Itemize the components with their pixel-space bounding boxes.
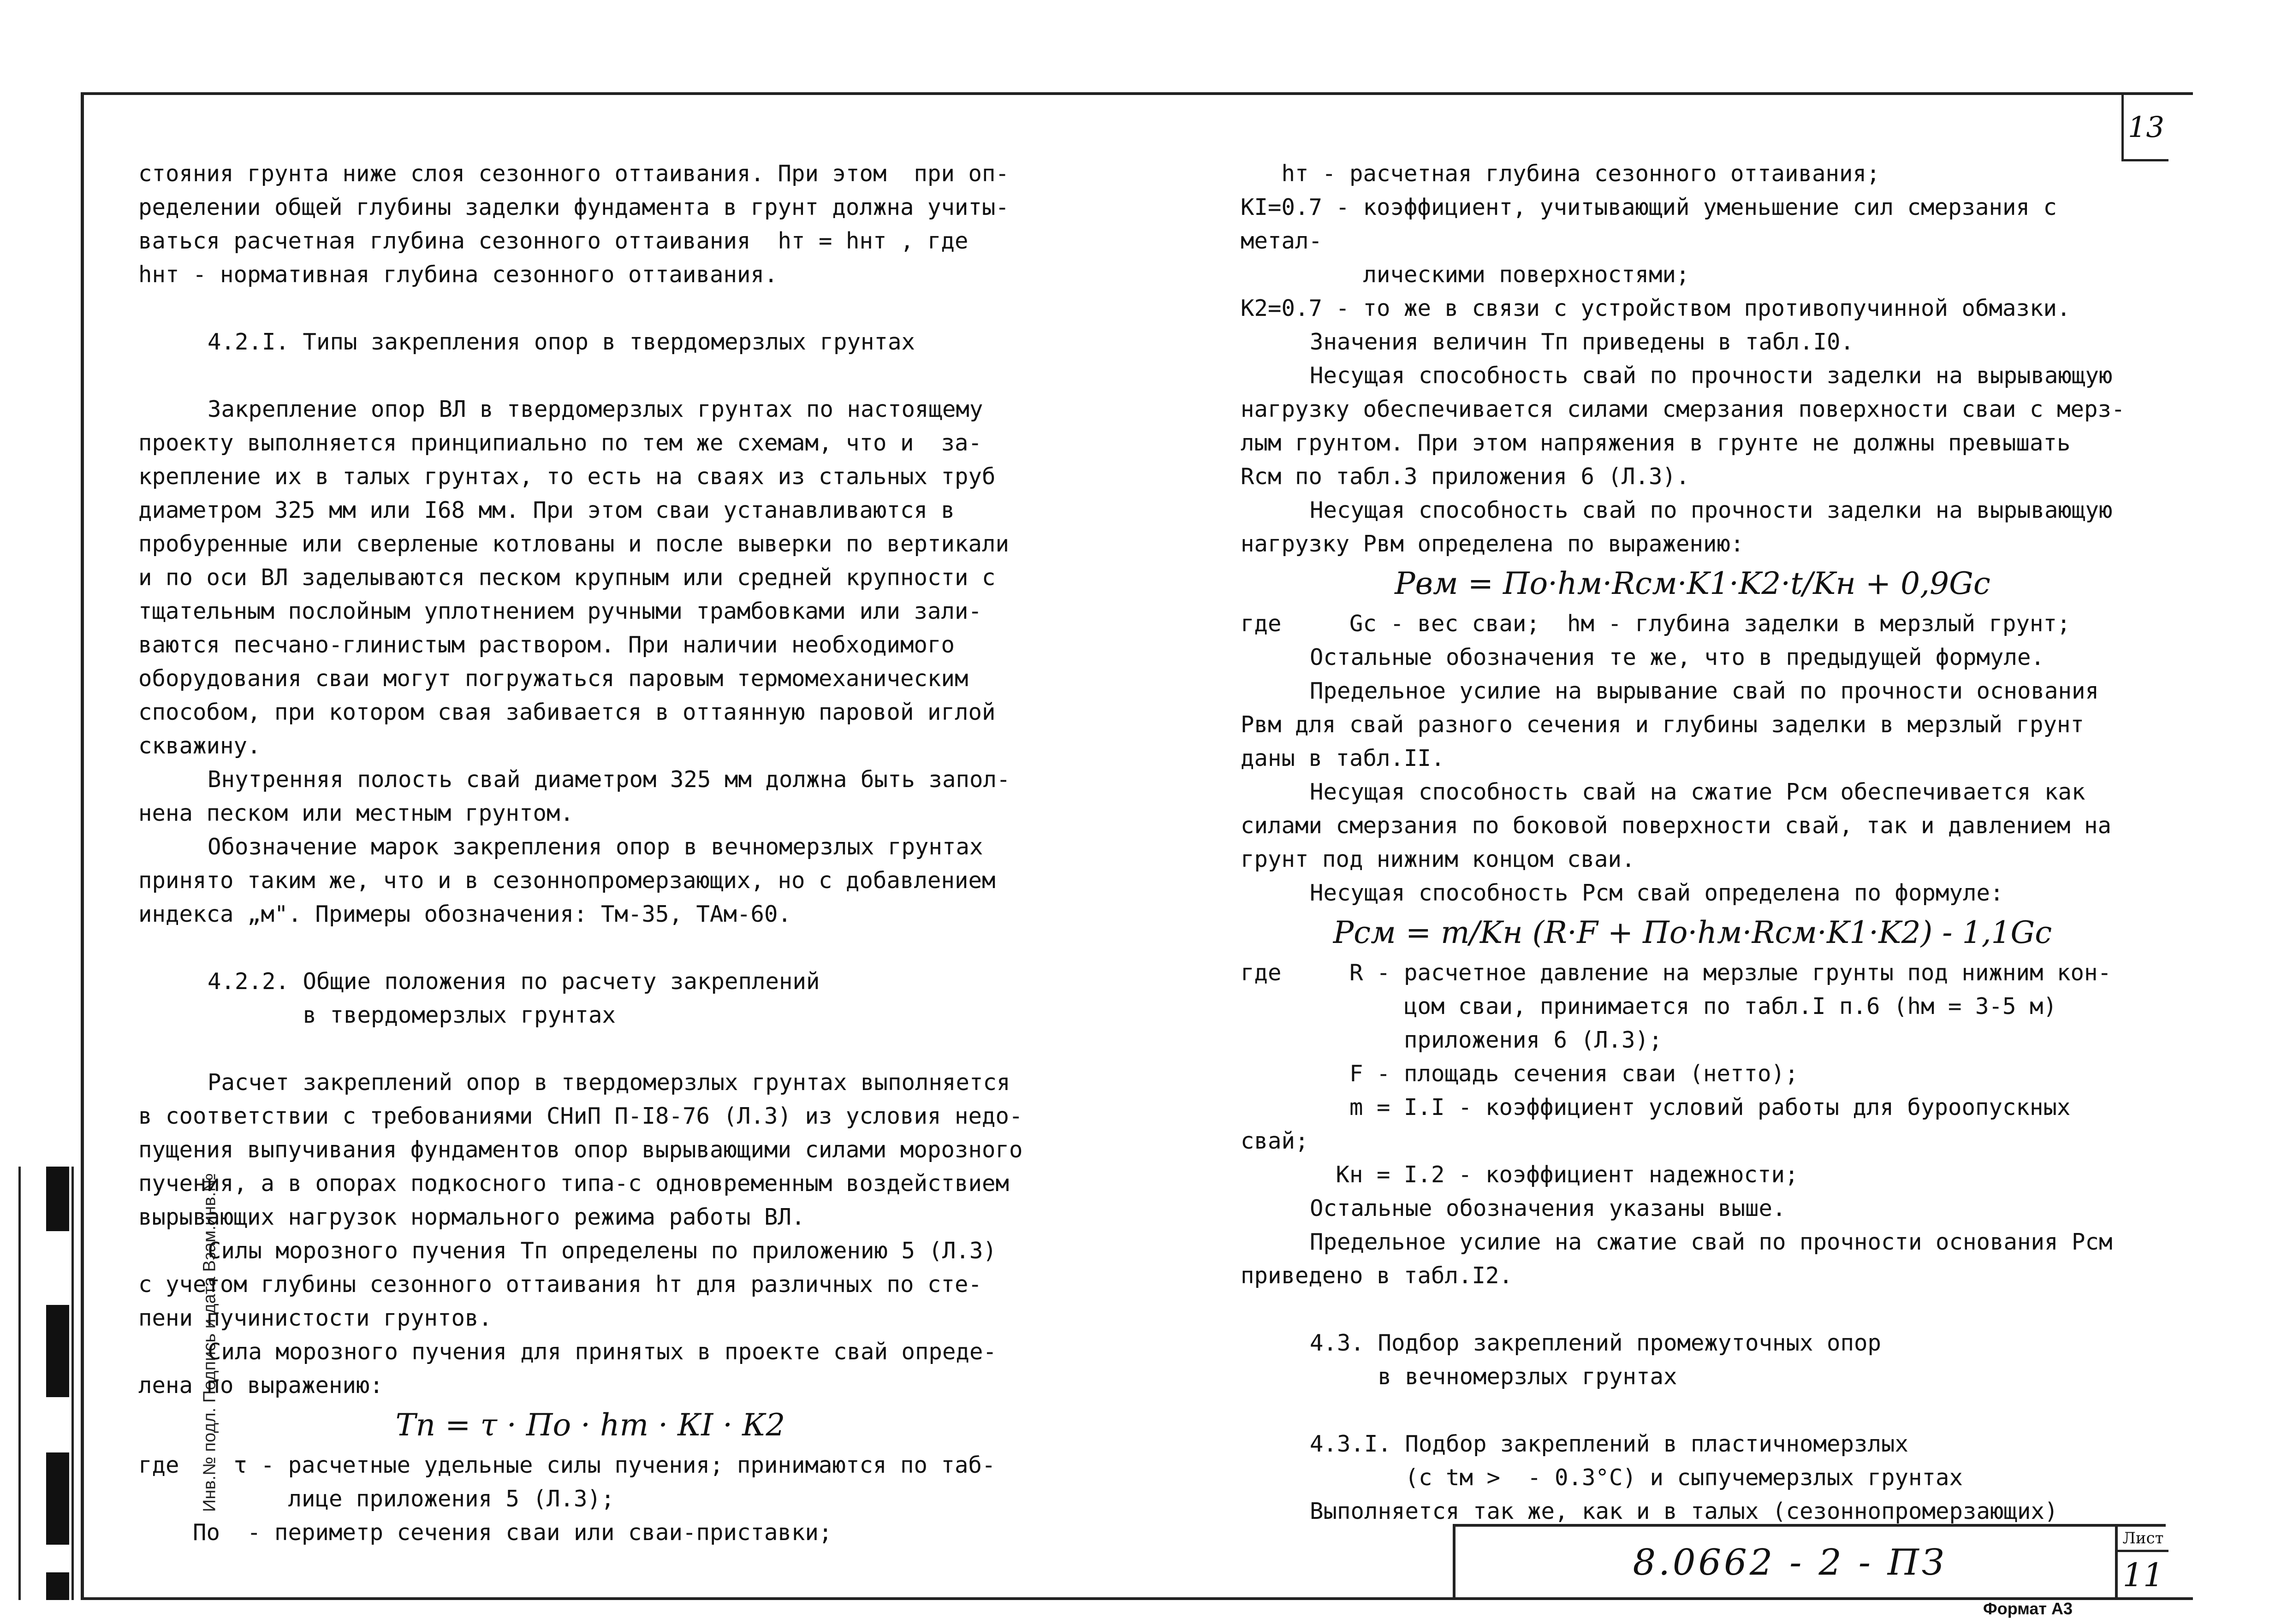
text-line: Внутренняя полость свай диаметром 325 мм должна быть запол- (208, 766, 1010, 793)
stamp-mark (46, 1452, 69, 1545)
text-line: цом сваи, принимается по табл.I п.6 (hм = 3-5 м) (1241, 993, 2057, 1019)
text-line: где R - расчетное давление на мерзлые грунты под нижним кон- (1241, 960, 2112, 986)
text-line: где Gc - вес сваи; hм - глубина заделки в мерзлый грунт; (1241, 610, 2071, 637)
text-line: Остальные обозначения те же, что в предыдущей формуле. (1310, 644, 2045, 670)
text-line: приложения 6 (Л.3); (1241, 1027, 1663, 1053)
sheet-cell (2115, 1527, 2168, 1598)
text-line: пени пучинистости грунтов. (138, 1305, 493, 1331)
text-line: Несущая способность свай по прочности заделки на вырывающую (1310, 362, 2113, 389)
text-line: принято таким же, что и в сезоннопромерзающих, но с добавлением (138, 867, 996, 894)
sheet-label: Лист (2118, 1527, 2168, 1552)
text-line: Rсм по табл.3 приложения 6 (Л.3). (1241, 463, 1690, 490)
text-line: стояния грунта ниже слоя сезонного оттаивания. При этом при оп- (138, 160, 1010, 187)
text-line: ределении общей глубины заделки фундамента в грунт должна учиты- (138, 194, 1010, 220)
text-line: и по оси ВЛ заделываются песком крупным или средней крупности с (138, 564, 996, 591)
text-line: тщательным послойным уплотнением ручными трамбовками или зали- (138, 598, 982, 624)
page-number-box (2121, 95, 2168, 161)
text-line: способом, при котором свая забивается в оттаянную паровой иглой (138, 699, 996, 725)
text-line: оборудования сваи могут погружаться паровым термомеханическим (138, 665, 968, 692)
text-line: силами смерзания по боковой поверхности свай, так и давлением на (1241, 812, 2112, 839)
section-heading: (с tм > - 0.3°С) и сыпучемерзлых грунтах (1310, 1464, 1963, 1491)
text-line: пробуренные или сверленые котлованы и после выверки по вертикали (138, 531, 1010, 557)
text-line: крепление их в талых грунтах, то есть на сваях из стальных труб (138, 463, 996, 490)
text-line: в соответствии с требованиями СНиП П-I8-76 (Л.3) из условия недо- (138, 1103, 1023, 1129)
text-line: лена по выражению: (138, 1372, 384, 1399)
section-heading: 4.2.I. Типы закрепления опор в твердомерзлых грунтах (208, 329, 915, 355)
text-line: диаметром 325 мм или I68 мм. При этом сваи устанавливаются в (138, 497, 955, 523)
text-line: с учетом глубины сезонного оттаивания hт для различных по сте- (138, 1271, 982, 1298)
text-line: Сила морозного пучения для принятых в проекте свай опреде- (208, 1339, 997, 1365)
text-line: Несущая способность свай на сжатие Рсм обеспечивается как (1310, 779, 2085, 805)
section-heading: в вечномерзлых грунтах (1310, 1363, 1677, 1390)
stamp-mark (46, 1167, 69, 1231)
text-line: Обозначение марок закрепления опор в вечномерзлых грунтах (208, 834, 983, 860)
text-line: F - площадь сечения сваи (нетто); (1241, 1061, 1799, 1087)
page-number: 13 (2128, 110, 2164, 144)
text-line: Рвм для свай разного сечения и глубины заделки в мерзлый грунт (1241, 711, 2085, 738)
text-line: ваться расчетная глубина сезонного оттаивания hт = hнт , где (138, 228, 968, 254)
text-line: пущения выпучивания фундаментов опор вырывающими силами морозного (138, 1137, 1023, 1163)
text-line: приведено в табл.I2. (1241, 1262, 1513, 1289)
text-line: Несущая способность свай по прочности заделки на вырывающую (1310, 497, 2113, 523)
formula-pullout: Pвм = По·hм·Rсм·K1·K2·t/Kн + 0,9Gc (1395, 566, 1990, 601)
text-line: проекту выполняется принципиально по тем же схемам, что и за- (138, 430, 982, 456)
text-line: грунт под нижним концом сваи. (1241, 846, 1635, 872)
left-column (138, 157, 1042, 1549)
text-line: Значения величин Тп приведены в табл.I0. (1310, 329, 1854, 355)
text-line: m = I.I - коэффициент условий работы для буроопускных свай; (1241, 1094, 2085, 1154)
text-line: нена песком или местным грунтом. (138, 800, 574, 826)
text-line: К2=0.7 - то же в связи с устройством противопучинной обмазки. (1241, 295, 2071, 321)
text-line: Несущая способность Рсм свай определена по формуле: (1310, 880, 2004, 906)
text-line: hт - расчетная глубина сезонного оттаивания; (1241, 160, 1880, 187)
text-line: Кн = I.2 - коэффициент надежности; (1241, 1162, 1799, 1188)
text-line: Закрепление опор ВЛ в твердомерзлых грунтах по настоящему (208, 396, 983, 422)
document-code: 8.0662 - 2 - ПЗ (1633, 1541, 1947, 1583)
text-line: Выполняется так же, как и в талых (сезоннопромерзающих) (1310, 1498, 2058, 1524)
text-line: По - периметр сечения сваи или сваи-приставки; (138, 1519, 832, 1546)
side-stamp (18, 1167, 220, 1600)
text-line: лым грунтом. При этом напряжения в грунте не должны превышать (1241, 430, 2071, 456)
text-line: Предельное усилие на вырывание свай по прочности основания (1310, 678, 2099, 704)
text-line: где τ - расчетные удельные силы пучения; принимаются по таб- (138, 1452, 996, 1478)
text-line: hнт - нормативная глубина сезонного оттаивания. (138, 261, 778, 288)
section-heading: 4.3. Подбор закреплений промежуточных опор (1310, 1330, 1882, 1356)
text-line: нагрузку обеспечивается силами смерзания поверхности сваи с мерз- (1241, 396, 2125, 422)
text-line: пучения, а в опорах подкосного типа-с одновременным воздействием (138, 1170, 1010, 1197)
text-line: Расчет закреплений опор в твердомерзлых грунтах выполняется (208, 1069, 1010, 1096)
text-line: лице приложения 5 (Л.3); (138, 1486, 615, 1512)
formula-compression: Pсм = m/Kн (R·F + По·hм·Rсм·K1·K2) - 1,1Gc (1333, 915, 2052, 950)
text-line: Предельное усилие на сжатие свай по прочности основания Рсм (1310, 1229, 2113, 1255)
section-heading: 4.2.2. Общие положения по расчету закреплений (208, 968, 820, 995)
stamp-mark (46, 1305, 69, 1397)
section-heading: в твердомерзлых грунтах (208, 1002, 616, 1028)
stamp-mark (46, 1572, 69, 1600)
text-line: вырывающих нагрузок нормального режима работы ВЛ. (138, 1204, 805, 1230)
text-line: скважину. (138, 733, 261, 759)
text-line: лическими поверхностями; (1241, 261, 1690, 288)
stamp-text: Инв.№ подл. Подпись и дата Взам.инв.№ (200, 1173, 220, 1512)
formula-frost-heave: Тп = τ · По · hт · КI · К2 (395, 1407, 785, 1443)
text-line: нагрузку Рвм определена по выражению: (1241, 531, 1744, 557)
right-column (1241, 157, 2144, 1528)
title-block (1453, 1524, 2166, 1598)
text-line: Силы морозного пучения Тп определены по приложению 5 (Л.3) (208, 1238, 997, 1264)
text-line: КI=0.7 - коэффициент, учитывающий уменьшение сил смерзания с метал- (1241, 194, 2071, 254)
text-line: даны в табл.II. (1241, 745, 1445, 771)
section-heading: 4.3.I. Подбор закреплений в пластичномерзлых (1310, 1431, 1909, 1457)
format-label: Формат А3 (1983, 1599, 2073, 1618)
text-line: индекса „м". Примеры обозначения: Тм-35, ТАм-60. (138, 901, 792, 927)
text-line: ваются песчано-глинистым раствором. При наличии необходимого (138, 632, 955, 658)
sheet-number: 11 (2122, 1556, 2164, 1594)
text-line: Остальные обозначения указаны выше. (1310, 1195, 1786, 1221)
